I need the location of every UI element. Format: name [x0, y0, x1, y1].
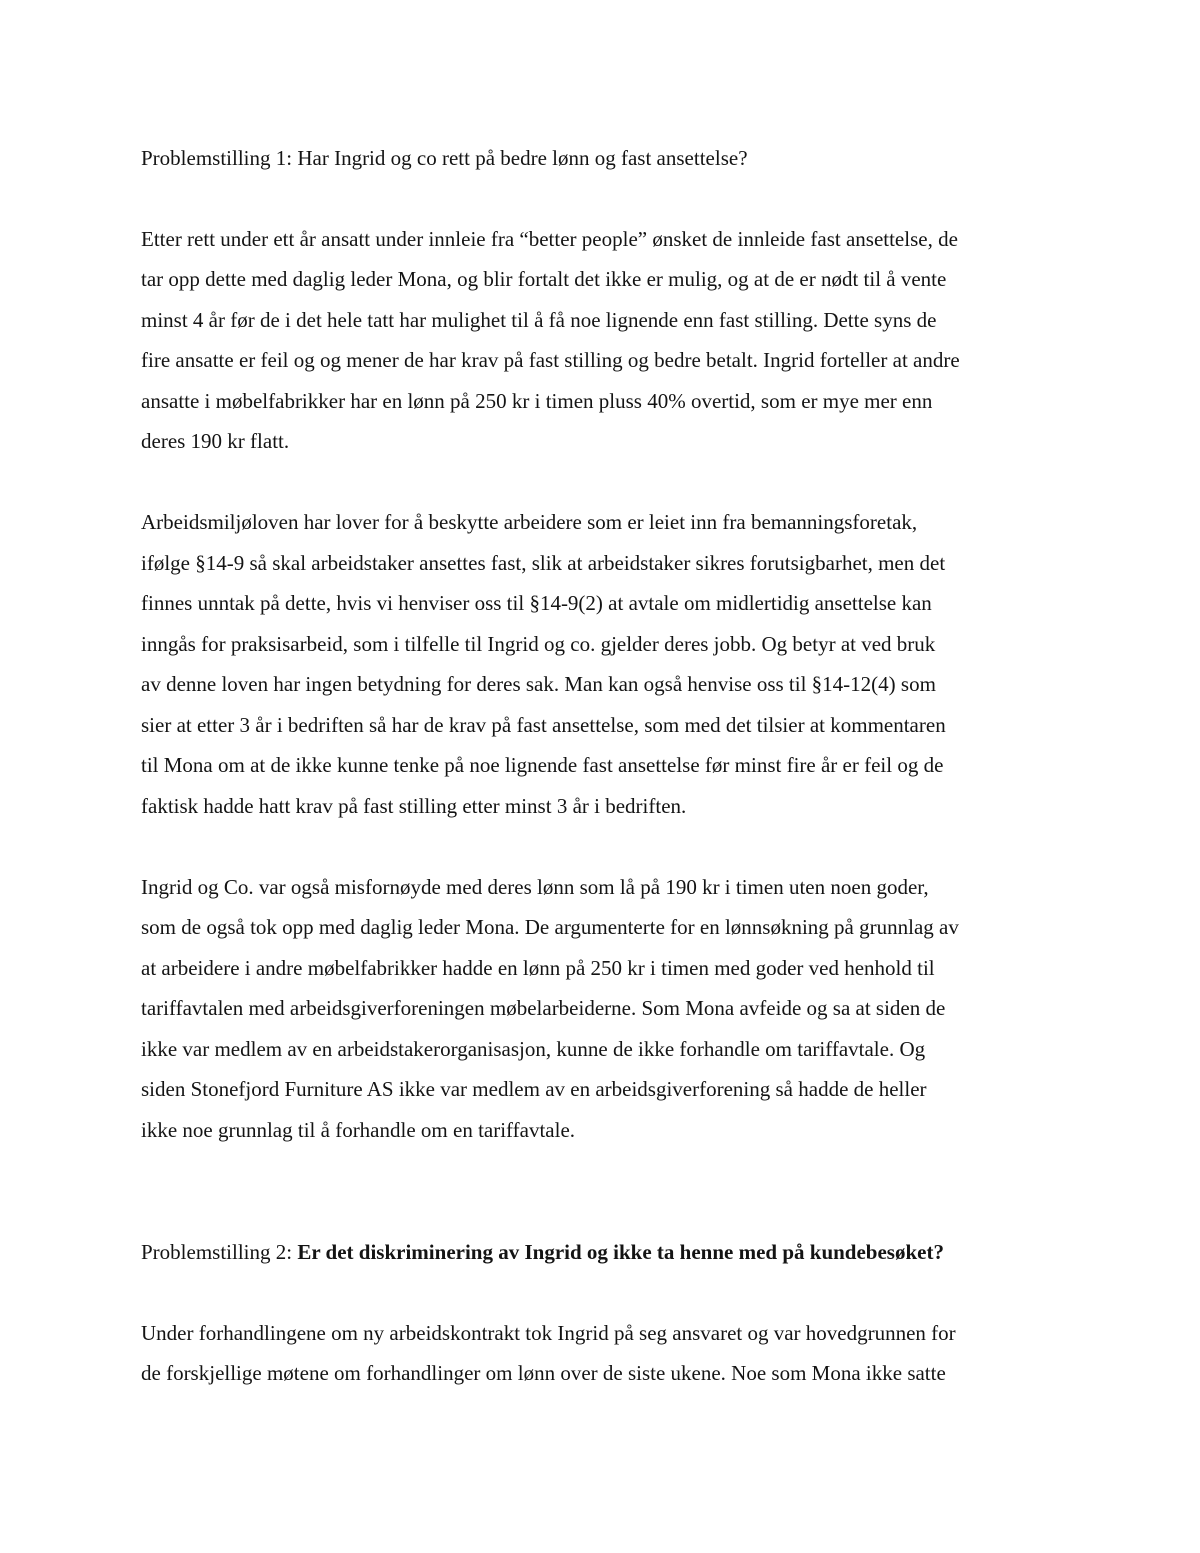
paragraph-line: Etter rett under ett år ansatt under innleie fra “better people” ønsket de innleide fast ansettelse, de [141, 227, 958, 251]
problem-2-question: Er det diskriminering av Ingrid og ikke ta henne med på kundebesøket? [297, 1240, 944, 1264]
paragraph-line: faktisk hadde hatt krav på fast stilling etter minst 3 år i bedriften. [141, 794, 687, 818]
paragraph-line: ikke noe grunnlag til å forhandle om en tariffavtale. [141, 1118, 576, 1142]
paragraph-line: inngås for praksisarbeid, som i tilfelle til Ingrid og co. gjelder deres jobb. Og betyr at ved bruk [141, 632, 936, 656]
paragraph-line: Ingrid og Co. var også misfornøyde med deres lønn som lå på 190 kr i timen uten noen goder, [141, 875, 929, 899]
problem-1-question: Har Ingrid og co rett på bedre lønn og fast ansettelse? [297, 146, 748, 170]
problem-1-heading [141, 144, 748, 172]
paragraph-line: ifølge §14-9 så skal arbeidstaker ansettes fast, slik at arbeidstaker sikres forutsigbarhet, men det [141, 551, 946, 575]
paragraph-line: Arbeidsmiljøloven har lover for å beskytte arbeidere som er leiet inn fra bemanningsforetak, [141, 510, 918, 534]
paragraph-line: siden Stonefjord Furniture AS ikke var medlem av en arbeidsgiverforening så hadde de heller [141, 1077, 927, 1101]
problem-1-prefix: Problemstilling 1: [141, 146, 298, 170]
paragraph-line: minst 4 år før de i det hele tatt har mulighet til å få noe lignende enn fast stilling. Dette syns de [141, 308, 937, 332]
paragraph-line: de forskjellige møtene om forhandlinger om lønn over de siste ukene. Noe som Mona ikke satte [141, 1361, 946, 1385]
paragraph-line: tar opp dette med daglig leder Mona, og blir fortalt det ikke er mulig, og at de er nødt til å vente [141, 267, 947, 291]
paragraph-line: fire ansatte er feil og og mener de har krav på fast stilling og bedre betalt. Ingrid forteller at andre [141, 348, 960, 372]
paragraph-line: av denne loven har ingen betydning for deres sak. Man kan også henvise oss til §14-12(4) som [141, 672, 936, 696]
paragraph-line: som de også tok opp med daglig leder Mona. De argumenterte for en lønnsøkning på grunnlag av [141, 915, 959, 939]
paragraph-line: sier at etter 3 år i bedriften så har de krav på fast ansettelse, som med det tilsier at kommentaren [141, 713, 946, 737]
paragraph-line: ikke var medlem av en arbeidstakerorganisasjon, kunne de ikke forhandle om tariffavtale. Og [141, 1037, 926, 1061]
paragraph-line: tariffavtalen med arbeidsgiverforeningen møbelarbeiderne. Som Mona avfeide og sa at siden de [141, 996, 946, 1020]
problem-2-heading [141, 1238, 944, 1266]
paragraph-line: at arbeidere i andre møbelfabrikker hadde en lønn på 250 kr i timen med goder ved henhold til [141, 956, 935, 980]
paragraph-line: finnes unntak på dette, hvis vi henviser oss til §14-9(2) at avtale om midlertidig ansettelse kan [141, 591, 932, 615]
paragraph-line: til Mona om at de ikke kunne tenke på noe lignende fast ansettelse før minst fire år er feil og de [141, 753, 944, 777]
problem-2-prefix: Problemstilling 2: [141, 1240, 298, 1264]
paragraph-line: Under forhandlingene om ny arbeidskontrakt tok Ingrid på seg ansvaret og var hovedgrunnen for [141, 1321, 956, 1345]
paragraph-line: deres 190 kr flatt. [141, 429, 290, 453]
paragraph-line: ansatte i møbelfabrikker har en lønn på 250 kr i timen pluss 40% overtid, som er mye mer enn [141, 389, 933, 413]
